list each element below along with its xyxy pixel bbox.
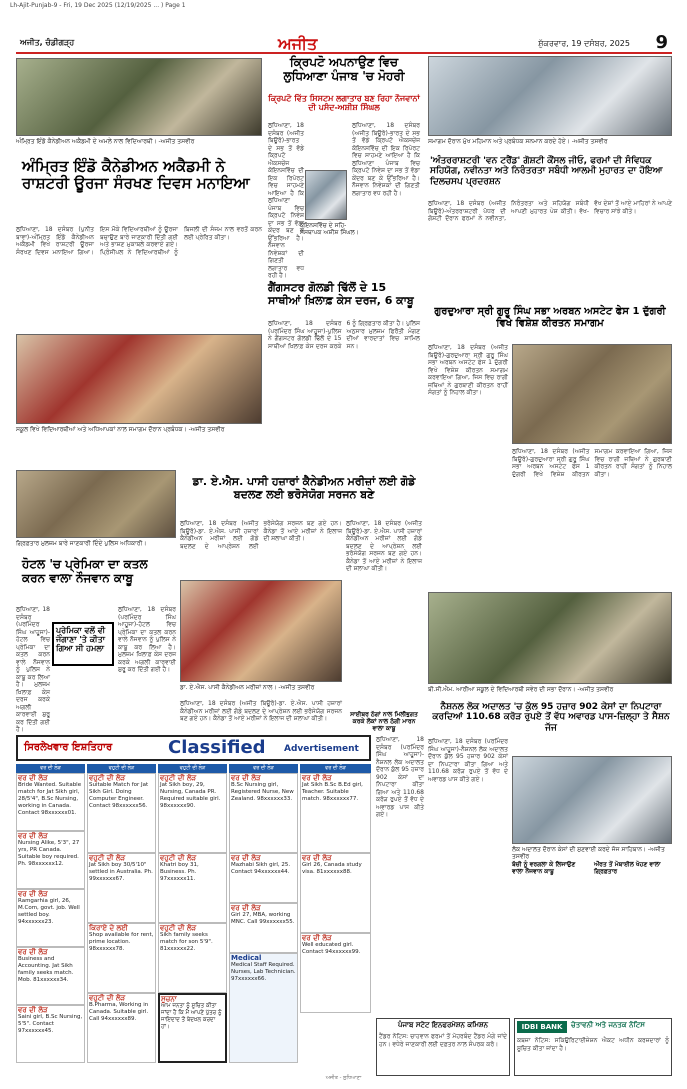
ad-title: ਵਹੁਟੀ ਦੀ ਲੋੜ xyxy=(89,774,126,782)
header-edition: ਅਜੀਤ, ਚੰਡੀਗੜ੍ਹ xyxy=(20,38,75,47)
ad-title: ਵਹੁਟੀ ਦੀ ਲੋੜ xyxy=(160,854,197,862)
ad-title: ਵਰ ਦੀ ਲੋੜ xyxy=(18,832,48,840)
scouts-photo xyxy=(428,592,672,684)
lok-adalat-headline: ਨੈਸ਼ਨਲ ਲੋਕ ਅਦਾਲਤ 'ਚ ਕੁੱਲ 95 ਹਜ਼ਾਰ 902 ਕੇਸਾਂ ਦਾ ਨਿਪਟਾਰਾ ਕਰਦਿਆਂ 110.68 ਕਰੋੜ ਰੁਪਏ ਤੋਂ ਵੱਧ ਅਵਾਰਡ ਪਾਸ-ਜ਼ਿਲ੍ਹਾ ਤੇ ਸੈਸ਼ਨ ਜੱਜ xyxy=(432,702,670,733)
classified-column xyxy=(300,764,371,1076)
gurdwara-body-col2: ਲੁਧਿਆਣਾ, 18 ਦਸੰਬਰ (ਅਜੀਤ ਬਿਊਰੋ)-ਗੁਰਦੁਆਰਾ ਸ੍ਰੀ ਗੁਰੂ ਸਿੰਘ ਸਭਾ ਅਰਬਨ ਅਸਟੇਟ ਫੇਸ 1 ਦੁੱਗਰੀ ਵਿਖੇ ਵਿਸ਼ੇਸ਼ ਕੀਰਤਨ ਸਮਾਗਮ ਕਰਵਾਇਆ ਗਿਆ, ਜਿਸ ਵਿਚ ਰਾਗੀ ਜਥਿਆਂ ਨੇ ਗੁਰਬਾਣੀ ਕੀਰਤਨ ਰਾਹੀਂ ਸੰਗਤਾਂ ਨੂੰ ਨਿਹਾਲ ਕੀਤਾ। xyxy=(512,448,672,478)
print-slug: Lh-Ajit-Punjab-9 - Fri, 19 Dec 2025 (12/19/2025 ... ) Page 1 xyxy=(10,2,186,9)
classified-ad xyxy=(16,947,85,1005)
classified-ad xyxy=(158,853,227,923)
amrit-headline: ਅੰਮ੍ਰਿਤ ਇੰਡੋ ਕੈਨੇਡੀਅਨ ਅਕੈਡਮੀ ਨੇ ਰਾਸ਼ਟਰੀ ਊਰਜਾ ਸੰਰਖਣ ਦਿਵਸ ਮਨਾਇਆ xyxy=(22,157,250,193)
lok-adalat-body-side: ਲੁਧਿਆਣਾ, 18 ਦਸੰਬਰ (ਪਰਮਿੰਦਰ ਸਿੰਘ ਆਹੂਜਾ)-ਨੈਸ਼ਨਲ ਲੋਕ ਅਦਾਲਤ ਦੌਰਾਨ ਕੁੱਲ 95 ਹਜ਼ਾਰ 902 ਕੇਸਾਂ ਦਾ ਨਿਪਟਾਰਾ ਕੀਤਾ ਗਿਆ ਅਤੇ 110.68 ਕਰੋੜ ਰੁਪਏ ਤੋਂ ਵੱਧ ਦੇ ਅਵਾਰਡ ਪਾਸ ਕੀਤੇ ਗਏ। xyxy=(376,736,424,818)
crypto-subhead: ਕ੍ਰਿਪਟੋ ਵਿੱਤ ਸਿਸਟਮ ਲਗਾਤਾਰ ਬਣ ਰਿਹਾ ਨੌਜਵਾਨਾਂ ਦੀ ਪਸੰਦ-ਅਸ਼ੀਸ਼ ਸਿੰਘਲ xyxy=(268,94,420,113)
ad-text: Jat Sikh boy 30/5'10" settled in Australia. Ph. 99xxxxxx67. xyxy=(89,862,153,882)
doctor-photo xyxy=(180,580,342,682)
doctor-photo-caption: ਡਾ. ਏ.ਐਸ. ਪਾਸੀ ਕੈਨੇਡੀਅਨ ਮਰੀਜ਼ਾਂ ਨਾਲ। -ਅਜੀਤ ਤਸਵੀਰ xyxy=(180,684,315,691)
ad-text: Ramgarhia girl, 26, M.Com, govt. job. Well settled boy. 94xxxxxx23. xyxy=(18,898,80,925)
amrit-photo xyxy=(16,58,262,136)
classified-title-pa: ਸਿਰਲੇਖਵਾਰ ਇਸ਼ਤਿਹਾਰ xyxy=(24,742,113,753)
ad-text: Well educated girl. Contact 94xxxxxx99. xyxy=(302,942,361,955)
page-header xyxy=(16,34,672,54)
classified-ad xyxy=(229,903,298,953)
short-news-1-headline: ਬੱਚੀ ਨੂੰ ਵਰਗਲਾ ਕੇ ਲਿਜਾਉਣ ਵਾਲਾ ਨੌਜਵਾਨ ਕਾਬੂ xyxy=(512,861,576,875)
crypto-headline-line1: ਕ੍ਰਿਪਟੋ ਅਪਨਾਉਣ ਵਿਚ xyxy=(289,55,399,69)
doctor-body-col3: ਲੁਧਿਆਣਾ, 18 ਦਸੰਬਰ (ਅਜੀਤ ਬਿਊਰੋ)-ਡਾ. ਏ.ਐਸ. ਪਾਸੀ ਹਜ਼ਾਰਾਂ ਕੈਨੇਡੀਅਨ ਮਰੀਜ਼ਾਂ ਲਈ ਗੋਡੇ ਬਦਲਣ ਦੇ ਆਪ੍ਰੇਸ਼ਨ ਲਈ ਭਰੋਸੇਯੋਗ ਸਰਜਨ ਬਣ ਗਏ ਹਨ। ਕੈਨੇਡਾ ਤੋਂ ਆਏ ਮਰੀਜ਼ਾਂ ਨੇ ਇਲਾਜ ਦੀ ਸ਼ਲਾਘਾ ਕੀਤੀ। xyxy=(346,520,422,572)
ad-title: ਵਰ ਦੀ ਲੋੜ xyxy=(18,890,48,898)
bank-notice xyxy=(514,1018,672,1076)
police-photo-caption: ਗ੍ਰਿਫ਼ਤਾਰ ਮੁਲਜ਼ਮ ਬਾਰੇ ਜਾਣਕਾਰੀ ਦਿੰਦੇ ਪੁਲਿਸ ਅਧਿਕਾਰੀ। xyxy=(16,540,147,547)
classified-ad xyxy=(16,773,85,831)
ad-title: ਵਹੁਟੀ ਦੀ ਲੋੜ xyxy=(160,774,197,782)
ad-text: Sikh family seeks match for son 5'9". 81xxxxxx22. xyxy=(160,932,213,952)
ad-title: ਵਹੁਟੀ ਦੀ ਲੋੜ xyxy=(89,994,126,1002)
ad-text: Business and Accounting. Jat Sikh family seeks match. Mob. 81xxxxxx34. xyxy=(18,956,74,983)
ad-title: ਕਿਰਾਏ ਦੇ ਲਈ xyxy=(89,924,128,932)
ad-title: ਵਰ ਦੀ ਲੋੜ xyxy=(231,854,261,862)
page-footer: ਅਜੀਤ - ਲੁਧਿਆਣਾ xyxy=(325,1075,362,1081)
ad-title: Medical xyxy=(231,954,262,962)
ad-title: ਵਰ ਦੀ ਲੋੜ xyxy=(18,948,48,956)
classified-ad xyxy=(158,923,227,993)
hotel-body-col2: ਲੁਧਿਆਣਾ, 18 ਦਸੰਬਰ (ਪਰਮਿੰਦਰ ਸਿੰਘ ਆਹੂਜਾ)-ਹੋਟਲ ਵਿਚ ਪ੍ਰੇਮਿਕਾ ਦਾ ਕਤਲ ਕਰਨ ਵਾਲੇ ਨੌਜਵਾਨ ਨੂੰ ਪੁਲਿਸ ਨੇ ਕਾਬੂ ਕਰ ਲਿਆ ਹੈ। ਮੁਲਜ਼ਮ ਖ਼ਿਲਾਫ਼ ਕੇਸ ਦਰਜ ਕਰਕੇ ਅਗਲੀ ਕਾਰਵਾਈ ਸ਼ੁਰੂ ਕਰ ਦਿੱਤੀ ਗਈ ਹੈ। xyxy=(118,606,176,673)
ad-text: Jat Sikh boy, 29, Nursing, Canada PR. Required suitable girl. 98xxxxxx90. xyxy=(160,782,221,809)
event-photo xyxy=(428,56,672,136)
masthead: ਅਜੀਤ xyxy=(278,34,318,53)
classified-ad xyxy=(158,773,227,853)
crypto-body: ਲੁਧਿਆਣਾ, 18 ਦਸੰਬਰ (ਅਜੀਤ ਬਿਊਰੋ)-ਭਾਰਤ ਦੇ ਸਭ ਤੋਂ ਵੱਡੇ ਕ੍ਰਿਪਟੋ ਐਕਸਚੇਂਜ ਕੋਇਨਸਵਿੱਚ ਦੀ ਇਕ ਰਿਪੋਰਟ ਵਿਚ ਸਾਹਮਣੇ ਆਇਆ ਹੈ ਕਿ ਲੁਧਿਆਣਾ ਪੰਜਾਬ ਵਿਚ ਕ੍ਰਿਪਟੋ ਨਿਵੇਸ਼ ਦਾ ਸਭ ਤੋਂ ਵੱਡਾ ਕੇਂਦਰ ਬਣ ਕੇ ਉੱਭਰਿਆ ਹੈ। ਨੌਜਵਾਨ ਨਿਵੇਸ਼ਕਾਂ ਦੀ ਗਿਣਤੀ ਲਗਾਤਾਰ ਵਧ ਰਹੀ ਹੈ। xyxy=(268,122,304,279)
ad-text: Girl 27, MBA, working MNC. Call 99xxxxxx55. xyxy=(231,912,295,925)
scouts-photo-caption: ਬੀ.ਸੀ.ਐਮ. ਆਰੀਆ ਸਕੂਲ ਦੇ ਵਿਦਿਆਰਥੀ ਸਵੇਰ ਦੀ ਸਭਾ ਦੌਰਾਨ। -ਅਜੀਤ ਤਸਵੀਰ xyxy=(428,686,614,693)
school-photo xyxy=(16,334,262,424)
classified-ad xyxy=(16,889,85,947)
classified-ad xyxy=(16,1005,85,1063)
amrit-photo-caption: ਅੰਮ੍ਰਿਤ ਇੰਡੋ ਕੈਨੇਡੀਅਨ ਅਕੈਡਮੀ ਦੇ ਅਮਲੇ ਨਾਲ ਵਿਦਿਆਰਥੀ। -ਅਜੀਤ ਤਸਵੀਰ xyxy=(16,138,195,145)
classified-ad xyxy=(87,993,156,1063)
ad-text: Jat Sikh B.Sc B.Ed girl, Teacher. Suitable match. 98xxxxxx77. xyxy=(302,782,363,802)
ad-title: ਵਰ ਦੀ ਲੋੜ xyxy=(302,934,332,942)
tender-body: ਟੈਂਡਰ ਨੋਟਿਸ: ਚਾਹਵਾਨ ਫਰਮਾਂ ਤੋਂ ਮੋਹਰਬੰਦ ਟੈਂਡਰ ਮੰਗੇ ਜਾਂਦੇ ਹਨ। ਵਧੇਰੇ ਜਾਣਕਾਰੀ ਲਈ ਦਫ਼ਤਰ ਨਾਲ ਸੰਪਰਕ ਕਰੋ। xyxy=(379,1033,507,1048)
ad-text: B.Pharma, Working in Canada. Suitable girl. Call 94xxxxxx89. xyxy=(89,1002,149,1022)
ad-title: ਵਰ ਦੀ ਲੋੜ xyxy=(302,854,332,862)
amrit-body: ਲੁਧਿਆਣਾ, 18 ਦਸੰਬਰ (ਪੁਨੀਤ ਬਾਵਾ)-ਅੰਮ੍ਰਿਤ ਇੰਡੋ ਕੈਨੇਡੀਅਨ ਅਕੈਡਮੀ ਵਿਖੇ ਰਾਸ਼ਟਰੀ ਊਰਜਾ ਸੰਰਖਣ ਦਿਵਸ ਮਨਾਇਆ ਗਿਆ। ਇਸ ਮੌਕੇ ਵਿਦਿਆਰਥੀਆਂ ਨੂੰ ਊਰਜਾ ਬਚਾਉਣ ਬਾਰੇ ਜਾਣਕਾਰੀ ਦਿੱਤੀ ਗਈ ਅਤੇ ਭਾਸ਼ਣ ਮੁਕਾਬਲੇ ਕਰਵਾਏ ਗਏ। ਪ੍ਰਿੰਸੀਪਲ ਨੇ ਵਿਦਿਆਰਥੀਆਂ ਨੂੰ ਬਿਜਲੀ ਦੀ ਸੰਜਮ ਨਾਲ ਵਰਤੋਂ ਕਰਨ ਲਈ ਪ੍ਰੇਰਿਤ ਕੀਤਾ। xyxy=(16,226,262,256)
classified-column xyxy=(16,764,85,1076)
classified-ad xyxy=(87,773,156,853)
ad-title: ਸੂਚਨਾ xyxy=(161,995,177,1003)
header-date: ਸ਼ੁੱਕਰਵਾਰ, 19 ਦਸੰਬਰ, 2025 xyxy=(538,39,630,48)
classified-ad xyxy=(16,831,85,889)
crypto-body-cont: ਲੁਧਿਆਣਾ, 18 ਦਸੰਬਰ (ਅਜੀਤ ਬਿਊਰੋ)-ਭਾਰਤ ਦੇ ਸਭ ਤੋਂ ਵੱਡੇ ਕ੍ਰਿਪਟੋ ਐਕਸਚੇਂਜ ਕੋਇਨਸਵਿੱਚ ਦੀ ਇਕ ਰਿਪੋਰਟ ਵਿਚ ਸਾਹਮਣੇ ਆਇਆ ਹੈ ਕਿ ਲੁਧਿਆਣਾ ਪੰਜਾਬ ਵਿਚ ਕ੍ਰਿਪਟੋ ਨਿਵੇਸ਼ ਦਾ ਸਭ ਤੋਂ ਵੱਡਾ ਕੇਂਦਰ ਬਣ ਕੇ ਉੱਭਰਿਆ ਹੈ। ਨੌਜਵਾਨ ਨਿਵੇਸ਼ਕਾਂ ਦੀ ਗਿਣਤੀ ਲਗਾਤਾਰ ਵਧ ਰਹੀ ਹੈ। xyxy=(352,122,420,197)
ad-text: Medical Staff Required. Nurses, Lab Technician. 97xxxxxx66. xyxy=(231,962,296,982)
school-photo-caption: ਸਕੂਲ ਵਿਖੇ ਵਿਦਿਆਰਥੀਆਂ ਅਤੇ ਅਧਿਆਪਕਾਂ ਨਾਲ ਸਮਾਗਮ ਦੌਰਾਨ ਪ੍ਰਬੰਧਕ। -ਅਜੀਤ ਤਸਵੀਰ xyxy=(16,426,225,433)
short-news-2-headline: ਔਰਤ ਤੋਂ ਮੋਬਾਈਲ ਖੋਹਣ ਵਾਲਾ ਗ੍ਰਿਫ਼ਤਾਰ xyxy=(594,861,661,875)
classified-column-tag: ਵਹੁਟੀ ਦੀ ਲੋੜ xyxy=(158,764,227,773)
gurdwara-body-col1: ਲੁਧਿਆਣਾ, 18 ਦਸੰਬਰ (ਅਜੀਤ ਬਿਊਰੋ)-ਗੁਰਦੁਆਰਾ ਸ੍ਰੀ ਗੁਰੂ ਸਿੰਘ ਸਭਾ ਅਰਬਨ ਅਸਟੇਟ ਫੇਸ 1 ਦੁੱਗਰੀ ਵਿਖੇ ਵਿਸ਼ੇਸ਼ ਕੀਰਤਨ ਸਮਾਗਮ ਕਰਵਾਇਆ ਗਿਆ, ਜਿਸ ਵਿਚ ਰਾਗੀ ਜਥਿਆਂ ਨੇ ਗੁਰਬਾਣੀ ਕੀਰਤਨ ਰਾਹੀਂ ਸੰਗਤਾਂ ਨੂੰ ਨਿਹਾਲ ਕੀਤਾ। xyxy=(428,344,508,396)
event-photo-caption: ਸਮਾਗਮ ਦੌਰਾਨ ਮੁੱਖ ਮਹਿਮਾਨ ਅਤੇ ਪ੍ਰਬੰਧਕ ਸਨਮਾਨ ਕਰਦੇ ਹੋਏ। -ਅਜੀਤ ਤਸਵੀਰ xyxy=(428,138,608,145)
classified-title-sub: Advertisement xyxy=(284,744,359,754)
classified-column xyxy=(158,764,227,1076)
classified-ad xyxy=(300,853,371,933)
classified-header xyxy=(16,735,371,761)
classified-column xyxy=(229,764,298,1076)
lok-adalat-photo xyxy=(512,756,672,844)
classified-ad xyxy=(158,993,227,1063)
ad-text: Khatri boy 31, Business. Ph. 97xxxxxx11. xyxy=(160,862,199,882)
crypto-photo-caption: ਕੋਇਨਸਵਿੱਚ ਦੇ ਸਹਿ-ਸੰਸਥਾਪਕ ਅਸ਼ੀਸ਼ ਸਿੰਘਲ। xyxy=(300,222,359,236)
ad-text: Nursing Alike, 5'3", 27 yrs, PR Canada. Suitable boy required. Ph. 98xxxxxx12. xyxy=(18,840,80,867)
classified-column-tag: ਵਹੁਟੀ ਦੀ ਲੋੜ xyxy=(87,764,156,773)
fashion-headline: 'ਅੰਤਰਰਾਸ਼ਟਰੀ 'ਵਨ ਟਰੈਂਡ' ਗੋਸ਼ਟੀ ਕੌਂਸਲ ਜੀਓ, ਫਰਮਾਂ ਦੀ ਸੰਵਿਧਕ ਸਹਿਯੋਗ, ਨਵੀਨਤਾ ਅਤੇ ਨਿਰੰਤਰਤਾ ਸਬੰਧੀ ਆਲਮੀ ਮੁਹਾਰਤ ਦਾ ਹੋਇਆ ਦਿਲਚਸਪ ਪ੍ਰਦਰਸ਼ਨ xyxy=(430,156,663,187)
classified-ad xyxy=(229,853,298,903)
crypto-headline-line2: ਲੁਧਿਆਣਾ ਪੰਜਾਬ 'ਚ ਮੋਹਰੀ xyxy=(283,68,405,83)
classified-column-tag: ਵਰ ਦੀ ਲੋੜ xyxy=(16,764,85,773)
classified-title-en: Classified xyxy=(168,737,266,758)
classified-ad xyxy=(300,933,371,1013)
hotel-subhead-box xyxy=(52,622,114,666)
hotel-body-col1: ਲੁਧਿਆਣਾ, 18 ਦਸੰਬਰ (ਪਰਮਿੰਦਰ ਸਿੰਘ ਆਹੂਜਾ)-ਹੋਟਲ ਵਿਚ ਪ੍ਰੇਮਿਕਾ ਦਾ ਕਤਲ ਕਰਨ ਵਾਲੇ ਨੌਜਵਾਨ ਨੂੰ ਪੁਲਿਸ ਨੇ ਕਾਬੂ ਕਰ ਲਿਆ ਹੈ। ਮੁਲਜ਼ਮ ਖ਼ਿਲਾਫ਼ ਕੇਸ ਦਰਜ ਕਰਕੇ ਅਗਲੀ ਕਾਰਵਾਈ ਸ਼ੁਰੂ ਕਰ ਦਿੱਤੀ ਗਈ ਹੈ। xyxy=(16,606,50,733)
crypto-person-photo xyxy=(305,170,347,220)
ad-text: Mazhabi Sikh girl, 25. Contact 94xxxxxx44. xyxy=(231,862,291,875)
police-photo xyxy=(16,470,176,538)
ad-text: ਆਮ ਜਨਤਾ ਨੂੰ ਸੂਚਿਤ ਕੀਤਾ ਜਾਂਦਾ ਹੈ ਕਿ ਮੈਂ ਆਪਣੇ ਪੁੱਤਰ ਨੂੰ ਜਾਇਦਾਦ ਤੋਂ ਬੇਦਖ਼ਲ ਕਰਦਾ ਹਾਂ। xyxy=(161,1003,222,1030)
classified-ad xyxy=(87,923,156,993)
ad-title: ਵਹੁਟੀ ਦੀ ਲੋੜ xyxy=(160,924,197,932)
ad-text: B.Sc Nursing girl, Registered Nurse, New Zealand. 98xxxxxx33. xyxy=(231,782,294,802)
hotel-headline: ਹੋਟਲ 'ਚ ਪ੍ਰੇਮਿਕਾ ਦਾ ਕਤਲ ਕਰਨ ਵਾਲਾ ਨੌਜਵਾਨ ਕਾਬੂ xyxy=(22,557,148,585)
tender-notice xyxy=(376,1018,510,1076)
cyber-headline: ਸਾਈਬਰ ਠੱਗਾਂ ਨਾਲ ਮਿਲੀਭੁਗਤ ਕਰਕੇ ਲੋਕਾਂ ਨਾਲ ਠੱਗੀ ਮਾਰਨ ਵਾਲਾ ਕਾਬੂ xyxy=(350,711,418,732)
fashion-body: ਲੁਧਿਆਣਾ, 18 ਦਸੰਬਰ (ਅਜੀਤ ਬਿਊਰੋ)-ਅੰਤਰਰਾਸ਼ਟਰੀ ਪੱਧਰ ਦੀ ਗੋਸ਼ਟੀ ਦੌਰਾਨ ਫਰਮਾਂ ਨੇ ਨਵੀਨਤਾ, ਨਿਰੰਤਰਤਾ ਅਤੇ ਸਹਿਯੋਗ ਸਬੰਧੀ ਆਪਣੀ ਮੁਹਾਰਤ ਪੇਸ਼ ਕੀਤੀ। ਵੱਖ-ਵੱਖ ਦੇਸ਼ਾਂ ਤੋਂ ਆਏ ਮਾਹਿਰਾਂ ਨੇ ਆਪਣੇ ਵਿਚਾਰ ਸਾਂਝੇ ਕੀਤੇ। xyxy=(428,200,672,222)
classified-ad xyxy=(300,773,371,853)
classified-column xyxy=(87,764,156,1076)
page-number: 9 xyxy=(655,32,668,53)
gurdwara-photo xyxy=(512,344,672,444)
ad-title: ਵਹੁਟੀ ਦੀ ਲੋੜ xyxy=(89,854,126,862)
classified-ad xyxy=(229,773,298,853)
classified-column-tag: ਵਰ ਦੀ ਲੋੜ xyxy=(300,764,371,773)
ad-title: ਵਰ ਦੀ ਲੋੜ xyxy=(302,774,332,782)
bank-body: ਕਬਜ਼ਾ ਨੋਟਿਸ: ਸਕਿਉਰਿਟਾਈਜ਼ੇਸ਼ਨ ਐਕਟ ਅਧੀਨ ਕਰਜ਼ਦਾਰਾਂ ਨੂੰ ਸੂਚਿਤ ਕੀਤਾ ਜਾਂਦਾ ਹੈ। xyxy=(517,1037,669,1052)
gurdwara-headline: ਗੁਰਦੁਆਰਾ ਸ੍ਰੀ ਗੁਰੂ ਸਿੰਘ ਸਭਾ ਅਰਬਨ ਅਸਟੇਟ ਫੇਸ 1 ਦੁੱਗਰੀ ਵਿਖੇ ਵਿਸ਼ੇਸ਼ ਕੀਰਤਨ ਸਮਾਗਮ xyxy=(434,306,666,329)
ad-title: ਵਰ ਦੀ ਲੋੜ xyxy=(18,1006,48,1014)
ad-text: Suitable Match for Jat Sikh Girl. Doing Computer Engineer. Contact 98xxxxxx56. xyxy=(89,782,149,809)
ad-text: Girl 26, Canada study visa. 81xxxxxx88. xyxy=(302,862,362,875)
doctor-body-cont: ਲੁਧਿਆਣਾ, 18 ਦਸੰਬਰ (ਅਜੀਤ ਬਿਊਰੋ)-ਡਾ. ਏ.ਐਸ. ਪਾਸੀ ਹਜ਼ਾਰਾਂ ਕੈਨੇਡੀਅਨ ਮਰੀਜ਼ਾਂ ਲਈ ਗੋਡੇ ਬਦਲਣ ਦੇ ਆਪ੍ਰੇਸ਼ਨ ਲਈ ਭਰੋਸੇਯੋਗ ਸਰਜਨ ਬਣ ਗਏ ਹਨ। ਕੈਨੇਡਾ ਤੋਂ ਆਏ ਮਰੀਜ਼ਾਂ ਨੇ ਇਲਾਜ ਦੀ ਸ਼ਲਾਘਾ ਕੀਤੀ। xyxy=(180,700,342,722)
doctor-body: ਲੁਧਿਆਣਾ, 18 ਦਸੰਬਰ (ਅਜੀਤ ਬਿਊਰੋ)-ਡਾ. ਏ.ਐਸ. ਪਾਸੀ ਹਜ਼ਾਰਾਂ ਕੈਨੇਡੀਅਨ ਮਰੀਜ਼ਾਂ ਲਈ ਗੋਡੇ ਬਦਲਣ ਦੇ ਆਪ੍ਰੇਸ਼ਨ ਲਈ ਭਰੋਸੇਯੋਗ ਸਰਜਨ ਬਣ ਗਏ ਹਨ। ਕੈਨੇਡਾ ਤੋਂ ਆਏ ਮਰੀਜ਼ਾਂ ਨੇ ਇਲਾਜ ਦੀ ਸ਼ਲਾਘਾ ਕੀਤੀ। xyxy=(180,520,342,550)
hotel-subhead: ਪ੍ਰੇਮਿਕਾ ਵਲੋਂ ਵੀ ਜੋਗਾਣਾ 'ਤੇ ਕੀਤਾ ਗਿਆ ਸੀ ਹਮਲਾ xyxy=(56,626,106,654)
lok-adalat-photo-caption: ਲੋਕ ਅਦਾਲਤ ਦੌਰਾਨ ਕੇਸਾਂ ਦੀ ਸੁਣਵਾਈ ਕਰਦੇ ਜੱਜ ਸਾਹਿਬਾਨ। -ਅਜੀਤ ਤਸਵੀਰ xyxy=(512,846,665,860)
bank-logo: IDBI BANK xyxy=(517,1021,567,1033)
ad-text: Bride Wanted. Suitable match for Jat Sikh girl, 28/5'4", B.Sc Nursing, working in Canada. Contact 98xxxxxx01. xyxy=(18,782,82,816)
bank-title: ਚੇਤਾਵਨੀ ਅਤੇ ਜਨਤਕ ਨੋਟਿਸ xyxy=(571,1021,645,1029)
doctor-headline: ਡਾ. ਏ.ਐਸ. ਪਾਸੀ ਹਜ਼ਾਰਾਂ ਕੈਨੇਡੀਅਨ ਮਰੀਜ਼ਾਂ ਲਈ ਗੋਡੇ ਬਦਲਣ ਲਈ ਭਰੋਸੇਯੋਗ ਸਰਜਨ ਬਣੇ xyxy=(192,475,416,501)
ad-title: ਵਰ ਦੀ ਲੋੜ xyxy=(18,774,48,782)
tender-title: ਪੰਜਾਬ ਸਟੇਟ ਇਨਫਰਮੇਸ਼ਨ ਕਮਿਸ਼ਨ xyxy=(397,1021,489,1029)
gangster-body: ਲੁਧਿਆਣਾ, 18 ਦਸੰਬਰ (ਪਰਮਿੰਦਰ ਸਿੰਘ ਆਹੂਜਾ)-ਪੁਲਿਸ ਨੇ ਗੈਂਗਸਟਰ ਗੋਲਡੀ ਢਿੱਲੋਂ ਦੇ 15 ਸਾਥੀਆਂ ਖ਼ਿਲਾਫ਼ ਕੇਸ ਦਰਜ ਕਰਕੇ 6 ਨੂੰ ਗ੍ਰਿਫ਼ਤਾਰ ਕੀਤਾ ਹੈ। ਪੁਲਿਸ ਅਨੁਸਾਰ ਮੁਲਜ਼ਮ ਫਿਰੌਤੀ ਮੰਗਣ ਦੀਆਂ ਵਾਰਦਾਤਾਂ ਵਿਚ ਸ਼ਾਮਿਲ ਸਨ। xyxy=(268,320,420,350)
crypto-headline xyxy=(268,56,420,92)
ad-title: ਵਰ ਦੀ ਲੋੜ xyxy=(231,904,261,912)
classified-column-tag: ਵਰ ਦੀ ਲੋੜ xyxy=(229,764,298,773)
classified-grid xyxy=(16,764,371,1076)
gangster-headline: ਗੈਂਗਸਟਰ ਗੋਲਡੀ ਢਿੱਲੋਂ ਦੇ 15 ਸਾਥੀਆਂ ਖ਼ਿਲਾਫ਼ ਕੇਸ ਦਰਜ, 6 ਕਾਬੂ xyxy=(268,281,414,307)
classified-ad xyxy=(229,953,298,1063)
classified-ad xyxy=(87,853,156,923)
ad-text: Shop available for rent, prime location. 98xxxxxx78. xyxy=(89,932,154,952)
ad-text: Saini girl, B.Sc Nursing, 5'5". Contact 97xxxxxx45. xyxy=(18,1014,83,1034)
lok-adalat-body: ਲੁਧਿਆਣਾ, 18 ਦਸੰਬਰ (ਪਰਮਿੰਦਰ ਸਿੰਘ ਆਹੂਜਾ)-ਨੈਸ਼ਨਲ ਲੋਕ ਅਦਾਲਤ ਦੌਰਾਨ ਕੁੱਲ 95 ਹਜ਼ਾਰ 902 ਕੇਸਾਂ ਦਾ ਨਿਪਟਾਰਾ ਕੀਤਾ ਗਿਆ ਅਤੇ 110.68 ਕਰੋੜ ਰੁਪਏ ਤੋਂ ਵੱਧ ਦੇ ਅਵਾਰਡ ਪਾਸ ਕੀਤੇ ਗਏ। xyxy=(428,738,508,783)
ad-title: ਵਰ ਦੀ ਲੋੜ xyxy=(231,774,261,782)
